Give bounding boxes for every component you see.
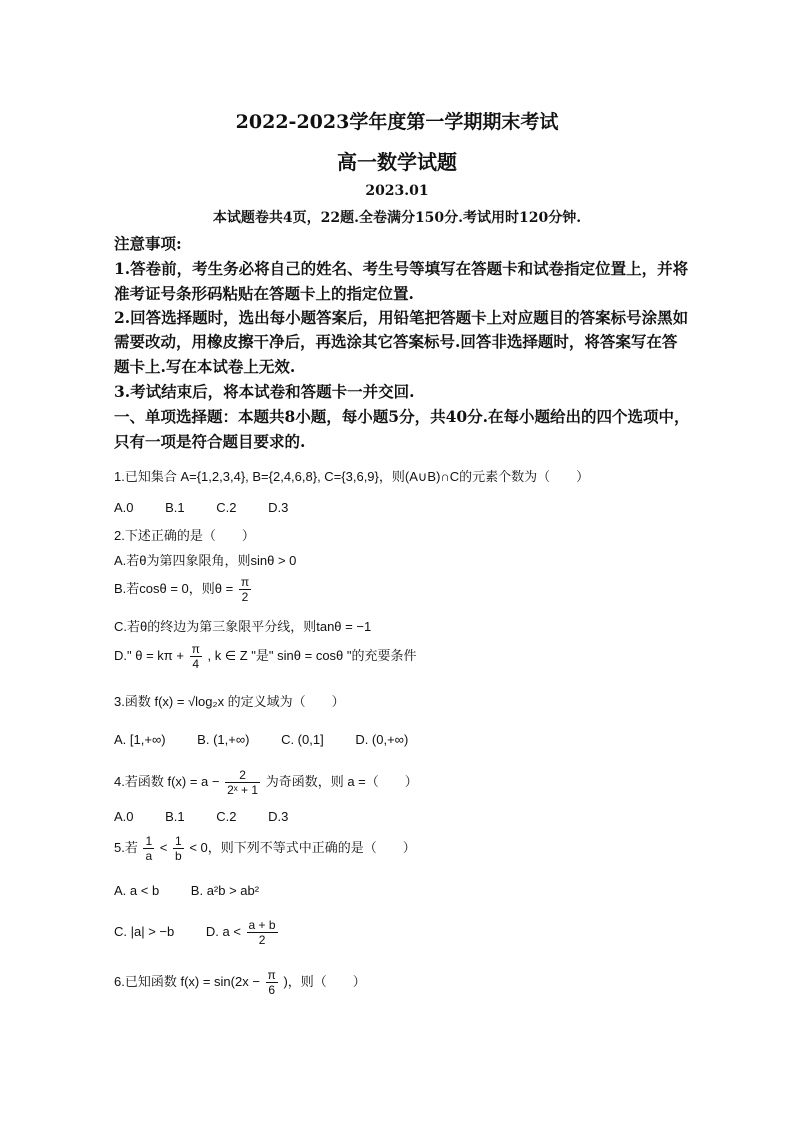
- q2-d-text-pre: D." θ = kπ +: [114, 647, 184, 663]
- q2-option-a: A.若θ为第四象限角，则sinθ > 0: [114, 553, 297, 568]
- q4-stem: [114, 768, 418, 797]
- q2-stem: 2.下述正确的是（ ）: [114, 528, 255, 543]
- q4-num: 2: [225, 768, 260, 783]
- q5-options-cd: [114, 918, 280, 947]
- note-1b: 准考证号条形码粘贴在答题卡上的指定位置.: [114, 284, 414, 303]
- exam-title: 2022-2023学年度第一学期期末考试: [235, 111, 559, 133]
- q3-options: [114, 732, 436, 747]
- note-2c: 题卡上.写在本试卷上无效.: [114, 357, 296, 376]
- q2-d-text-post: , k ∈ Z "是" sinθ = cosθ "的充要条件: [207, 647, 417, 663]
- q5-f2-den: b: [175, 849, 182, 863]
- note-1a: 1.答卷前，考生务必将自己的姓名、考生号等填写在答题卡和试卷指定位置上，并将: [114, 259, 689, 278]
- q1-option-d: D.3: [268, 500, 289, 515]
- q5-text-mid: <: [159, 839, 168, 855]
- q2-d-fraction: [190, 642, 202, 671]
- q4-fraction: [225, 768, 260, 797]
- q2-b-text: B.若cosθ = 0，则θ =: [114, 580, 234, 596]
- q5-d-fraction: [247, 918, 278, 947]
- q2-b-fraction: [239, 575, 251, 604]
- q1-option-c: C.2: [216, 500, 237, 515]
- q4-den: 2ˣ + 1: [227, 783, 259, 797]
- q5-stem: [114, 834, 416, 863]
- q1-option-b: B.1: [165, 500, 185, 515]
- q1-option-a: A.0: [114, 500, 134, 515]
- q5-fraction-2: [173, 834, 184, 863]
- q3-option-b: B. (1,+∞): [197, 732, 250, 747]
- section-heading-b: 只有一项是符合题目要求的.: [114, 432, 306, 451]
- section-heading-a: 一、单项选择题：本题共8小题，每小题5分，共40分.在每小题给出的四个选项中，: [114, 407, 690, 426]
- q5-option-a: A. a < b: [114, 883, 160, 898]
- q2-d-num: π: [191, 642, 200, 656]
- q5-f1-num: 1: [145, 834, 153, 848]
- q4-option-b: B.1: [165, 809, 185, 824]
- notes-heading: 注意事项:: [114, 234, 182, 253]
- q2-b-num: π: [240, 575, 250, 589]
- q5-option-b: B. a²b > ab²: [190, 883, 260, 898]
- q4-text-post: 为奇函数，则 a =（ ）: [265, 773, 418, 789]
- q5-f1-den: a: [145, 849, 153, 863]
- q4-option-a: A.0: [114, 809, 134, 824]
- note-3: 3.考试结束后，将本试卷和答题卡一并交回.: [114, 382, 415, 401]
- q2-b-den: 2: [241, 590, 249, 604]
- q1-stem: 1.已知集合 A={1,2,3,4}, B={2,4,6,8}, C={3,6,9}，则(A∪B)∩C的元素个数为（ ）: [114, 469, 590, 484]
- q2-d-den: 4: [192, 657, 200, 671]
- q3-option-a: A. [1,+∞): [114, 732, 166, 747]
- q5-d-num: a + b: [248, 918, 276, 932]
- q1-options: [114, 500, 316, 515]
- exam-date: 2023.01: [365, 183, 429, 199]
- q6-stem: [114, 968, 366, 997]
- note-2a: 2.回答选择题时，选出每小题答案后，用铅笔把答题卡上对应题目的答案标号涂黑如: [114, 308, 689, 327]
- q6-den: 6: [268, 983, 276, 997]
- q5-text-pre: 5.若: [114, 839, 138, 855]
- q4-option-d: D.3: [268, 809, 289, 824]
- q3-stem: 3.函数 f(x) = √log₂x 的定义域为（ ）: [114, 694, 345, 709]
- q5-option-c: C. |a| > −b: [114, 923, 175, 939]
- q6-fraction: [266, 968, 278, 997]
- q5-option-d-text: D. a <: [205, 923, 241, 939]
- q2-option-c: C.若θ的终边为第三象限平分线，则tanθ = −1: [114, 619, 372, 634]
- exam-info: 本试题卷共4页，22题.全卷满分150分.考试用时120分钟.: [212, 210, 582, 226]
- q3-option-c: C. (0,1]: [281, 732, 324, 747]
- q5-text-post: < 0，则下列不等式中正确的是（ ）: [189, 839, 416, 855]
- q5-d-den: 2: [258, 933, 266, 947]
- q6-text-post: )，则（ ）: [283, 973, 366, 989]
- q6-text-pre: 6.已知函数 f(x) = sin(2x −: [114, 973, 260, 989]
- q6-num: π: [267, 968, 276, 982]
- q3-option-d: D. (0,+∞): [355, 732, 409, 747]
- q4-options: [114, 809, 316, 824]
- q5-fraction-1: [143, 834, 154, 863]
- q4-text-pre: 4.若函数 f(x) = a −: [114, 773, 220, 789]
- q5-f2-num: 1: [175, 834, 182, 848]
- q5-options-ab: [114, 883, 287, 898]
- note-2b: 需要改动，用橡皮擦干净后，再选涂其它答案标号.回答非选择题时，将答案写在答: [114, 332, 678, 351]
- exam-subtitle: 高一数学试题: [337, 150, 457, 174]
- q2-option-b: [114, 575, 253, 604]
- q4-option-c: C.2: [216, 809, 237, 824]
- q2-option-d: [114, 642, 417, 671]
